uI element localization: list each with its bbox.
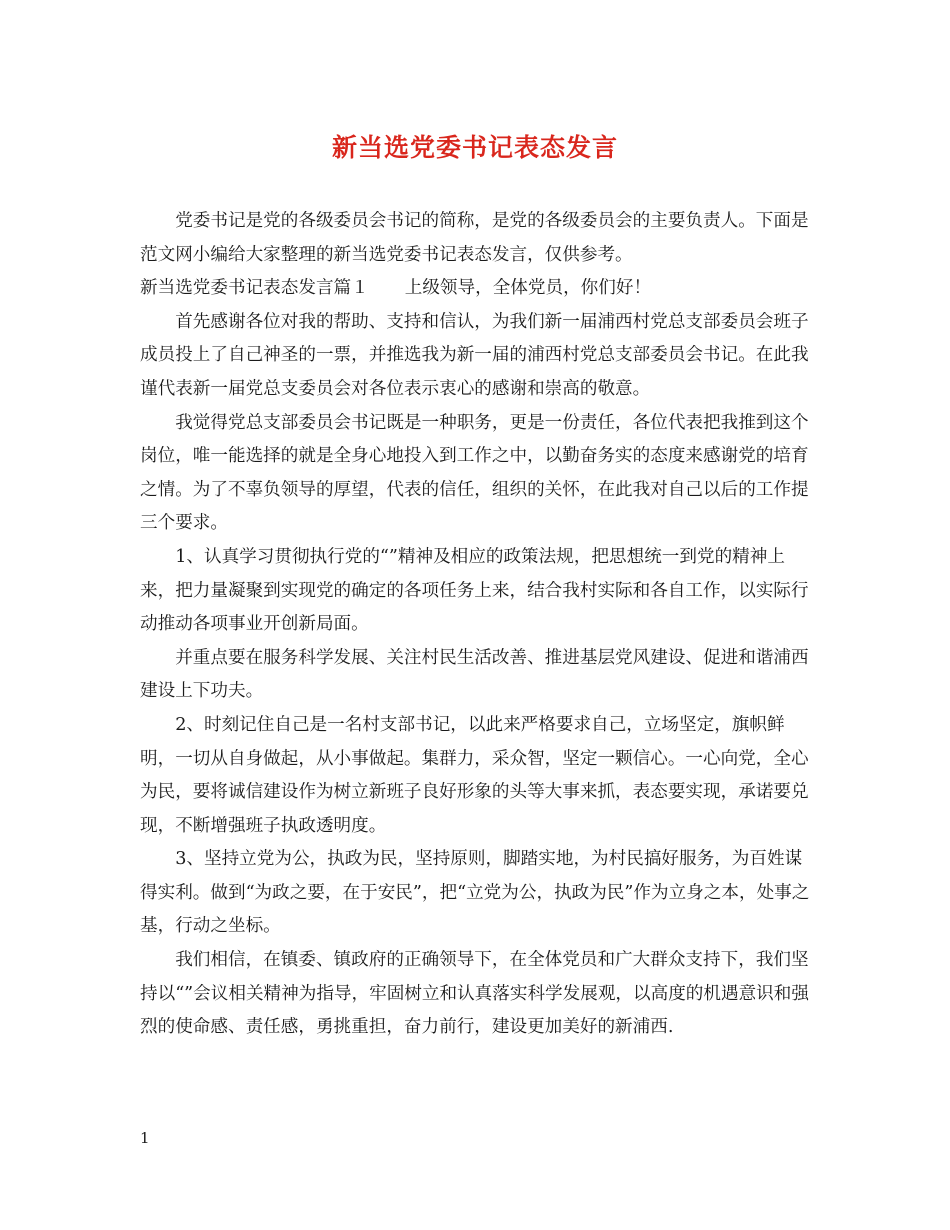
paragraph-requirement-1: 1、认真学习贯彻执行党的“”精神及相应的政策法规，把思想统一到党的精神上来，把力量凝聚到实现党的确定的各项任务上来，结合我村实际和各自工作，以实际行动推动各项事业开创新局面。: [140, 546, 809, 635]
section-heading: 新当选党委书记表态发言篇１: [140, 278, 369, 299]
section-heading-line: [140, 272, 812, 306]
salutation: 上级领导，全体党员，你们好！: [404, 278, 652, 299]
document-body: [140, 205, 812, 1045]
paragraph-focus: 并重点要在服务科学发展、关注村民生活改善、推进基层党风建设、促进和谐浦西建设上下功夫。: [140, 647, 809, 702]
page-number: 1: [140, 1129, 150, 1147]
page-title: 新当选党委书记表态发言: [331, 133, 618, 162]
paragraph-responsibility: 我觉得党总支部委员会书记既是一种职务，更是一份责任，各位代表把我推到这个岗位，唯一能选择的就是全身心地投入到工作之中，以勤奋务实的态度来感谢党的培育之情。为了不辜负领导的厚望，代表的信任，组织的关怀，在此我对自己以后的工作提三个要求。: [140, 412, 809, 534]
paragraph-closing: 我们相信，在镇委、镇政府的正确领导下，在全体党员和广大群众支持下，我们坚持以“”会议相关精神为指导，牢固树立和认真落实科学发展观，以高度的机遇意识和强烈的使命感、责任感，勇挑重担，奋力前行，建设更加美好的新浦西.: [140, 950, 809, 1038]
intro-paragraph: 党委书记是党的各级委员会书记的简称，是党的各级委员会的主要负责人。下面是范文网小编给大家整理的新当选党委书记表态发言，仅供参考。: [140, 211, 809, 265]
paragraph-thanks: 首先感谢各位对我的帮助、支持和信认，为我们新一届浦西村党总支部委员会班子成员投上了自己神圣的一票，并推选我为新一届的浦西村党总支部委员会书记。在此我谨代表新一届党总支委员会对各位表示衷心的感谢和崇高的敬意。: [140, 311, 809, 399]
paragraph-requirement-2: 2、时刻记住自己是一名村支部书记，以此来严格要求自己，立场坚定，旗帜鲜明，一切从自身做起，从小事做起。集群力，采众智，坚定一颗信心。一心向党，全心为民，要将诚信建设作为树立新班子良好形象的头等大事来抓，表态要实现，承诺要兑现，不断增强班子执政透明度。: [140, 714, 809, 836]
paragraph-requirement-3: 3、坚持立党为公，执政为民，坚持原则，脚踏实地，为村民搞好服务，为百姓谋得实利。做到“为政之要，在于安民”，把“立党为公，执政为民”作为立身之本，处事之基，行动之坐标。: [140, 849, 810, 937]
